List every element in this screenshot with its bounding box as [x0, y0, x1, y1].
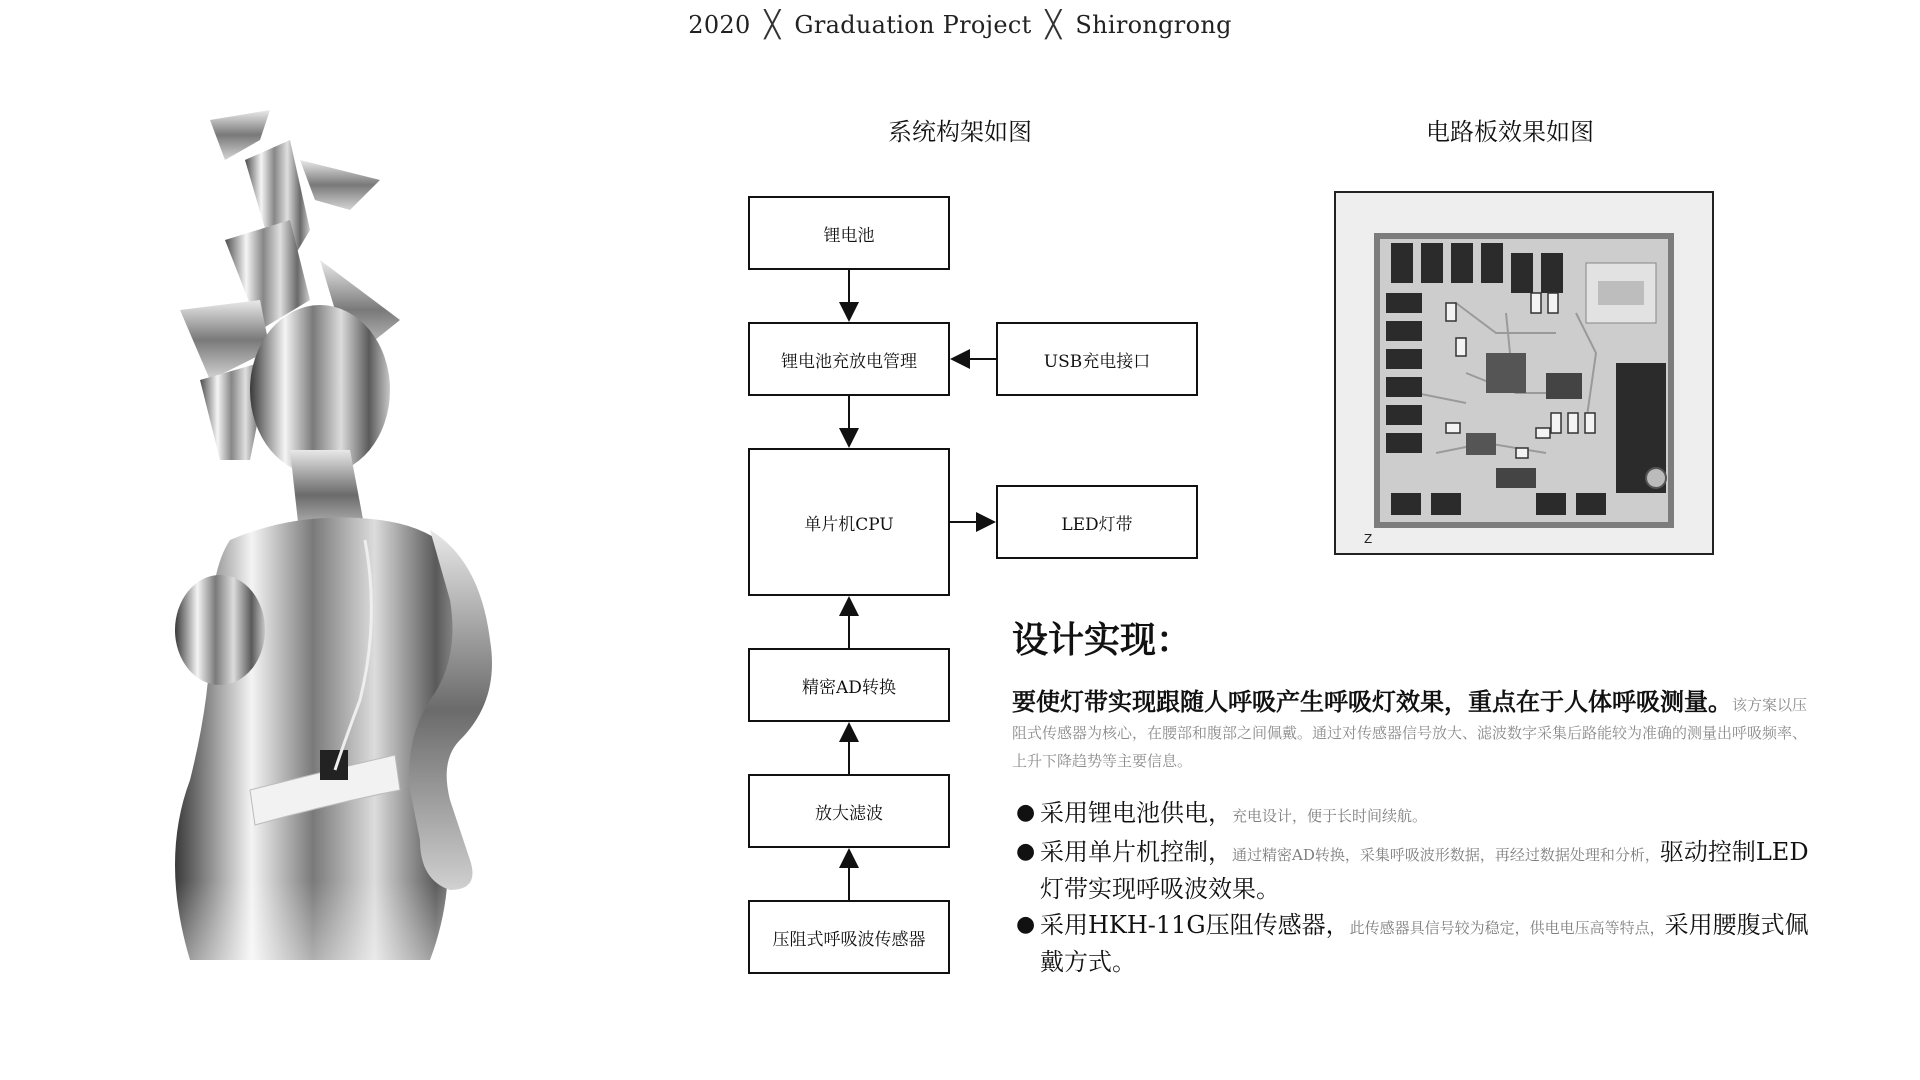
- bullet-detail: 通过精密AD转换，采集呼吸波形数据，再经过数据处理和分析，: [1232, 846, 1660, 864]
- box-charge-management: 锂电池充放电管理: [748, 322, 950, 396]
- bullet-dot-icon: ●: [1016, 839, 1036, 864]
- header-author: Shirongrong: [1075, 11, 1232, 39]
- header-project: Graduation Project: [794, 11, 1032, 39]
- bullet-detail: 此传感器具信号较为稳定，供电电压高等特点，: [1349, 919, 1665, 937]
- box-led-strip: LED灯带: [996, 485, 1198, 559]
- box-amplify-filter: 放大滤波: [748, 774, 950, 848]
- box-usb-port: USB充电接口: [996, 322, 1198, 396]
- system-architecture-title: 系统构架如图: [888, 118, 1032, 146]
- design-title: 设计实现：: [1012, 619, 1193, 661]
- pcb-render-image: [1336, 193, 1712, 553]
- list-item: [1012, 908, 1812, 979]
- pcb-render-frame: [1334, 191, 1714, 555]
- bullet-tail: 采用腰腹式佩戴方式。: [1040, 911, 1809, 976]
- bullet-dot-icon: ●: [1016, 912, 1036, 937]
- header-year: 2020: [688, 11, 751, 39]
- design-bullet-list: [1012, 796, 1812, 981]
- box-pressure-sensor: 压阻式呼吸波传感器: [748, 900, 950, 974]
- bullet-main: 采用单片机控制，: [1040, 838, 1232, 866]
- design-paragraph: [1012, 688, 1812, 775]
- bullet-main: 采用锂电池供电，: [1040, 799, 1232, 827]
- bullet-tail: 驱动控制LED灯带实现呼吸波效果。: [1040, 838, 1809, 903]
- cross-separator-icon: ╳: [1045, 10, 1062, 40]
- list-item: [1012, 796, 1812, 833]
- list-item: [1012, 835, 1812, 906]
- design-lead-detail: 该方案以压阻式传感器为核心，在腰部和腹部之间佩戴。通过对传感器信号放大、滤波数字采集后路能较为准确的测量出呼吸频率、上升下降趋势等主要信息。: [1012, 696, 1808, 770]
- design-lead: 要使灯带实现跟随人呼吸产生呼吸灯效果，重点在于人体呼吸测量。: [1012, 687, 1732, 716]
- page-header: [0, 10, 1920, 40]
- box-ad-conversion: 精密AD转换: [748, 648, 950, 722]
- pcb-title: 电路板效果如图: [1426, 118, 1594, 146]
- bullet-dot-icon: ●: [1016, 800, 1036, 825]
- cross-separator-icon: ╳: [764, 10, 781, 40]
- chrome-mannequin-figure: [150, 100, 620, 1080]
- bullet-detail: 充电设计，便于长时间续航。: [1232, 807, 1428, 825]
- box-battery: 锂电池: [748, 196, 950, 270]
- box-mcu-cpu: 单片机CPU: [748, 448, 950, 596]
- bullet-main: 采用HKH-11G压阻传感器，: [1040, 911, 1350, 939]
- pcb-axis-label: Z: [1364, 532, 1373, 546]
